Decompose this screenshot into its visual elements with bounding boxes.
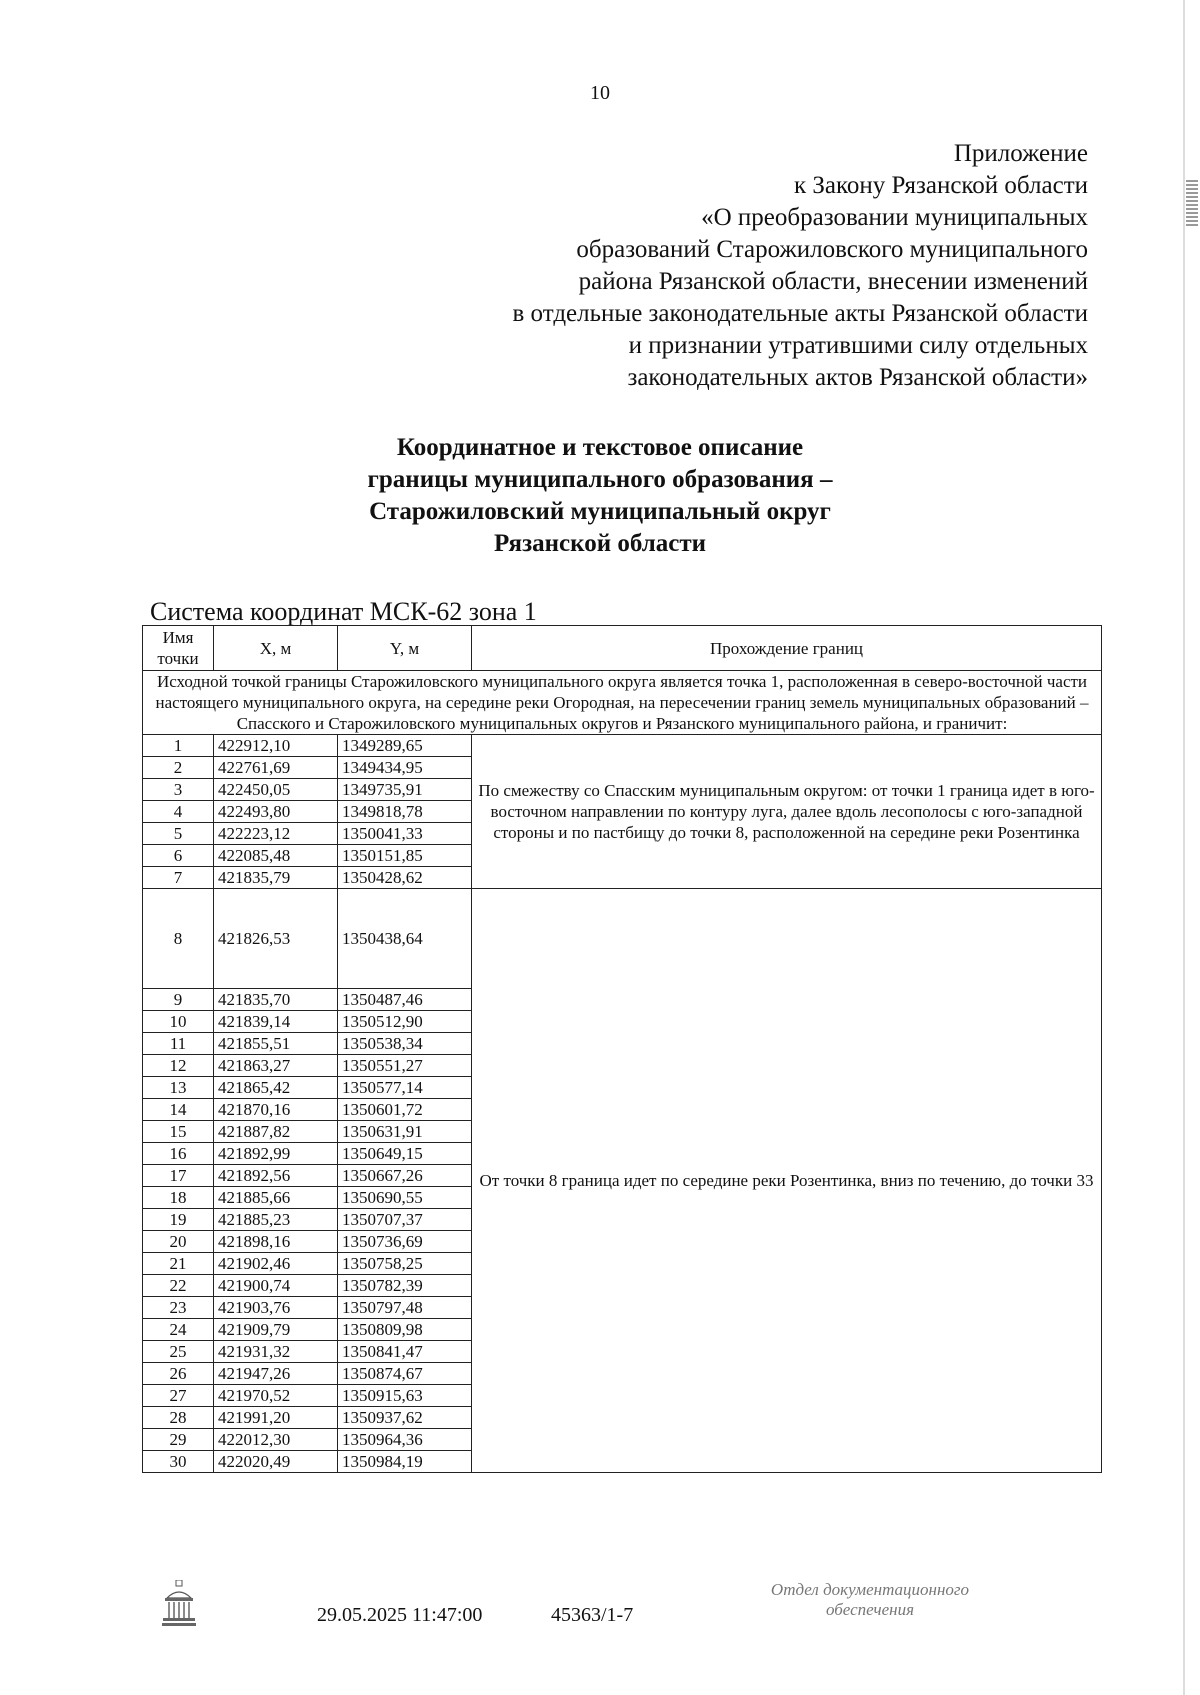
appendix-line: района Рязанской области, внесении изменений — [578, 268, 1088, 295]
intro-text: Исходной точкой границы Старожиловского муниципального округа является точка 1, расположенная в северо-восточной части настоящего муниципального округа, на середине реки Огородная, на пересечении границ земель муниципальных образований – Спасского и Старожиловского муниципальных округов и Рязанского муниципального района, и граничит: — [143, 671, 1102, 735]
y-coordinate-cell: 1350736,69 — [338, 1231, 472, 1253]
scan-edge — [1183, 0, 1185, 1695]
point-name-cell: 17 — [143, 1165, 214, 1187]
y-coordinate-cell: 1349818,78 — [338, 801, 472, 823]
point-name-cell: 22 — [143, 1275, 214, 1297]
page-number: 10 — [590, 82, 610, 104]
intro-row — [143, 671, 1102, 735]
point-name-cell: 23 — [143, 1297, 214, 1319]
point-name-cell: 27 — [143, 1385, 214, 1407]
table-row — [143, 889, 1102, 989]
appendix-line: к Закону Рязанской области — [794, 172, 1088, 199]
point-name-cell: 5 — [143, 823, 214, 845]
point-name-cell: 12 — [143, 1055, 214, 1077]
x-coordinate-cell: 421970,52 — [214, 1385, 338, 1407]
stamp-line-1: Отдел документационного — [770, 1580, 970, 1599]
x-coordinate-cell: 422450,05 — [214, 779, 338, 801]
point-name-cell: 26 — [143, 1363, 214, 1385]
x-coordinate-cell: 421835,79 — [214, 867, 338, 889]
x-coordinate-cell: 421826,53 — [214, 889, 338, 989]
y-coordinate-cell: 1350577,14 — [338, 1077, 472, 1099]
y-coordinate-cell: 1350841,47 — [338, 1341, 472, 1363]
header-point-name — [143, 626, 214, 671]
point-name-cell: 28 — [143, 1407, 214, 1429]
boundary-description-2: От точки 8 граница идет по середине реки Розентинка, вниз по течению, до точки 33 — [472, 889, 1102, 1473]
x-coordinate-cell: 422761,69 — [214, 757, 338, 779]
x-coordinate-cell: 421863,27 — [214, 1055, 338, 1077]
x-coordinate-cell: 421892,99 — [214, 1143, 338, 1165]
point-name-cell: 21 — [143, 1253, 214, 1275]
title-line: Координатное и текстовое описание — [396, 434, 804, 461]
y-coordinate-cell: 1350690,55 — [338, 1187, 472, 1209]
point-name-cell: 18 — [143, 1187, 214, 1209]
x-coordinate-cell: 422912,10 — [214, 735, 338, 757]
appendix-line: и признании утратившими силу отдельных — [628, 332, 1088, 359]
y-coordinate-cell: 1350512,90 — [338, 1011, 472, 1033]
x-coordinate-cell: 421898,16 — [214, 1231, 338, 1253]
x-coordinate-cell: 421931,32 — [214, 1341, 338, 1363]
table-header-row — [143, 626, 1102, 671]
y-coordinate-cell: 1350797,48 — [338, 1297, 472, 1319]
y-coordinate-cell: 1350782,39 — [338, 1275, 472, 1297]
x-coordinate-cell: 421835,70 — [214, 989, 338, 1011]
y-coordinate-cell: 1350487,46 — [338, 989, 472, 1011]
y-coordinate-cell: 1350667,26 — [338, 1165, 472, 1187]
header-point-name-label: Имя точки — [157, 628, 199, 668]
header-y: Y, м — [338, 626, 472, 671]
x-coordinate-cell: 422012,30 — [214, 1429, 338, 1451]
point-name-cell: 7 — [143, 867, 214, 889]
appendix-line: в отдельные законодательные акты Рязанской области — [512, 300, 1088, 327]
point-name-cell: 11 — [143, 1033, 214, 1055]
y-coordinate-cell: 1350937,62 — [338, 1407, 472, 1429]
y-coordinate-cell: 1349735,91 — [338, 779, 472, 801]
point-name-cell: 3 — [143, 779, 214, 801]
point-name-cell: 2 — [143, 757, 214, 779]
point-name-cell: 29 — [143, 1429, 214, 1451]
x-coordinate-cell: 421947,26 — [214, 1363, 338, 1385]
point-name-cell: 14 — [143, 1099, 214, 1121]
appendix-line: законодательных актов Рязанской области» — [627, 364, 1088, 391]
appendix-line: образований Старожиловского муниципального — [576, 236, 1088, 263]
title-line: границы муниципального образования – — [367, 466, 833, 493]
x-coordinate-cell: 422020,49 — [214, 1451, 338, 1473]
point-name-cell: 25 — [143, 1341, 214, 1363]
y-coordinate-cell: 1349434,95 — [338, 757, 472, 779]
header-x: X, м — [214, 626, 338, 671]
table-row — [143, 735, 1102, 757]
y-coordinate-cell: 1350707,37 — [338, 1209, 472, 1231]
x-coordinate-cell: 422085,48 — [214, 845, 338, 867]
point-name-cell: 1 — [143, 735, 214, 757]
appendix-header — [328, 138, 1088, 394]
point-name-cell: 24 — [143, 1319, 214, 1341]
x-coordinate-cell: 421870,16 — [214, 1099, 338, 1121]
header-boundary-description: Прохождение границ — [472, 626, 1102, 671]
y-coordinate-cell: 1350984,19 — [338, 1451, 472, 1473]
y-coordinate-cell: 1350649,15 — [338, 1143, 472, 1165]
y-coordinate-cell: 1350151,85 — [338, 845, 472, 867]
scan-mark — [1186, 180, 1198, 228]
footer-registration-code: 45363/1-7 — [551, 1604, 634, 1626]
x-coordinate-cell: 421887,82 — [214, 1121, 338, 1143]
y-coordinate-cell: 1350874,67 — [338, 1363, 472, 1385]
point-name-cell: 10 — [143, 1011, 214, 1033]
footer-date: 29.05.2025 11:47:00 — [317, 1604, 483, 1626]
x-coordinate-cell: 421885,23 — [214, 1209, 338, 1231]
y-coordinate-cell: 1350631,91 — [338, 1121, 472, 1143]
point-name-cell: 8 — [143, 889, 214, 989]
appendix-line: «О преобразовании муниципальных — [701, 204, 1088, 231]
y-coordinate-cell: 1350041,33 — [338, 823, 472, 845]
appendix-line: Приложение — [953, 140, 1088, 167]
x-coordinate-cell: 422223,12 — [214, 823, 338, 845]
y-coordinate-cell: 1350809,98 — [338, 1319, 472, 1341]
title-line: Старожиловский муниципальный округ — [369, 498, 831, 525]
point-name-cell: 19 — [143, 1209, 214, 1231]
document-title — [0, 432, 1200, 560]
x-coordinate-cell: 421902,46 — [214, 1253, 338, 1275]
y-coordinate-cell: 1350438,64 — [338, 889, 472, 989]
point-name-cell: 16 — [143, 1143, 214, 1165]
y-coordinate-cell: 1350964,36 — [338, 1429, 472, 1451]
coordinates-table — [142, 625, 1102, 1473]
stamp-line-2: обеспечения — [825, 1600, 914, 1619]
x-coordinate-cell: 421865,42 — [214, 1077, 338, 1099]
coordinate-system-caption: Система координат МСК-62 зона 1 — [150, 597, 537, 626]
y-coordinate-cell: 1350538,34 — [338, 1033, 472, 1055]
point-name-cell: 6 — [143, 845, 214, 867]
department-stamp — [720, 1580, 1020, 1620]
y-coordinate-cell: 1350551,27 — [338, 1055, 472, 1077]
x-coordinate-cell: 421903,76 — [214, 1297, 338, 1319]
x-coordinate-cell: 421909,79 — [214, 1319, 338, 1341]
point-name-cell: 20 — [143, 1231, 214, 1253]
title-line: Рязанской области — [493, 530, 707, 557]
point-name-cell: 15 — [143, 1121, 214, 1143]
y-coordinate-cell: 1350915,63 — [338, 1385, 472, 1407]
point-name-cell: 9 — [143, 989, 214, 1011]
point-name-cell: 4 — [143, 801, 214, 823]
point-name-cell: 13 — [143, 1077, 214, 1099]
boundary-description-1: По смежеству со Спасским муниципальным округом: от точки 1 граница идет в юго-восточном направлении по контуру луга, далее вдоль лесополосы с юго-западной стороны и по пастбищу до точки 8, расположенной на середине реки Розентинка — [472, 735, 1102, 889]
x-coordinate-cell: 421885,66 — [214, 1187, 338, 1209]
x-coordinate-cell: 421855,51 — [214, 1033, 338, 1055]
point-name-cell: 30 — [143, 1451, 214, 1473]
x-coordinate-cell: 421991,20 — [214, 1407, 338, 1429]
y-coordinate-cell: 1350601,72 — [338, 1099, 472, 1121]
y-coordinate-cell: 1350758,25 — [338, 1253, 472, 1275]
x-coordinate-cell: 421892,56 — [214, 1165, 338, 1187]
x-coordinate-cell: 421900,74 — [214, 1275, 338, 1297]
x-coordinate-cell: 422493,80 — [214, 801, 338, 823]
x-coordinate-cell: 421839,14 — [214, 1011, 338, 1033]
y-coordinate-cell: 1349289,65 — [338, 735, 472, 757]
duma-building-icon — [162, 1580, 196, 1628]
y-coordinate-cell: 1350428,62 — [338, 867, 472, 889]
